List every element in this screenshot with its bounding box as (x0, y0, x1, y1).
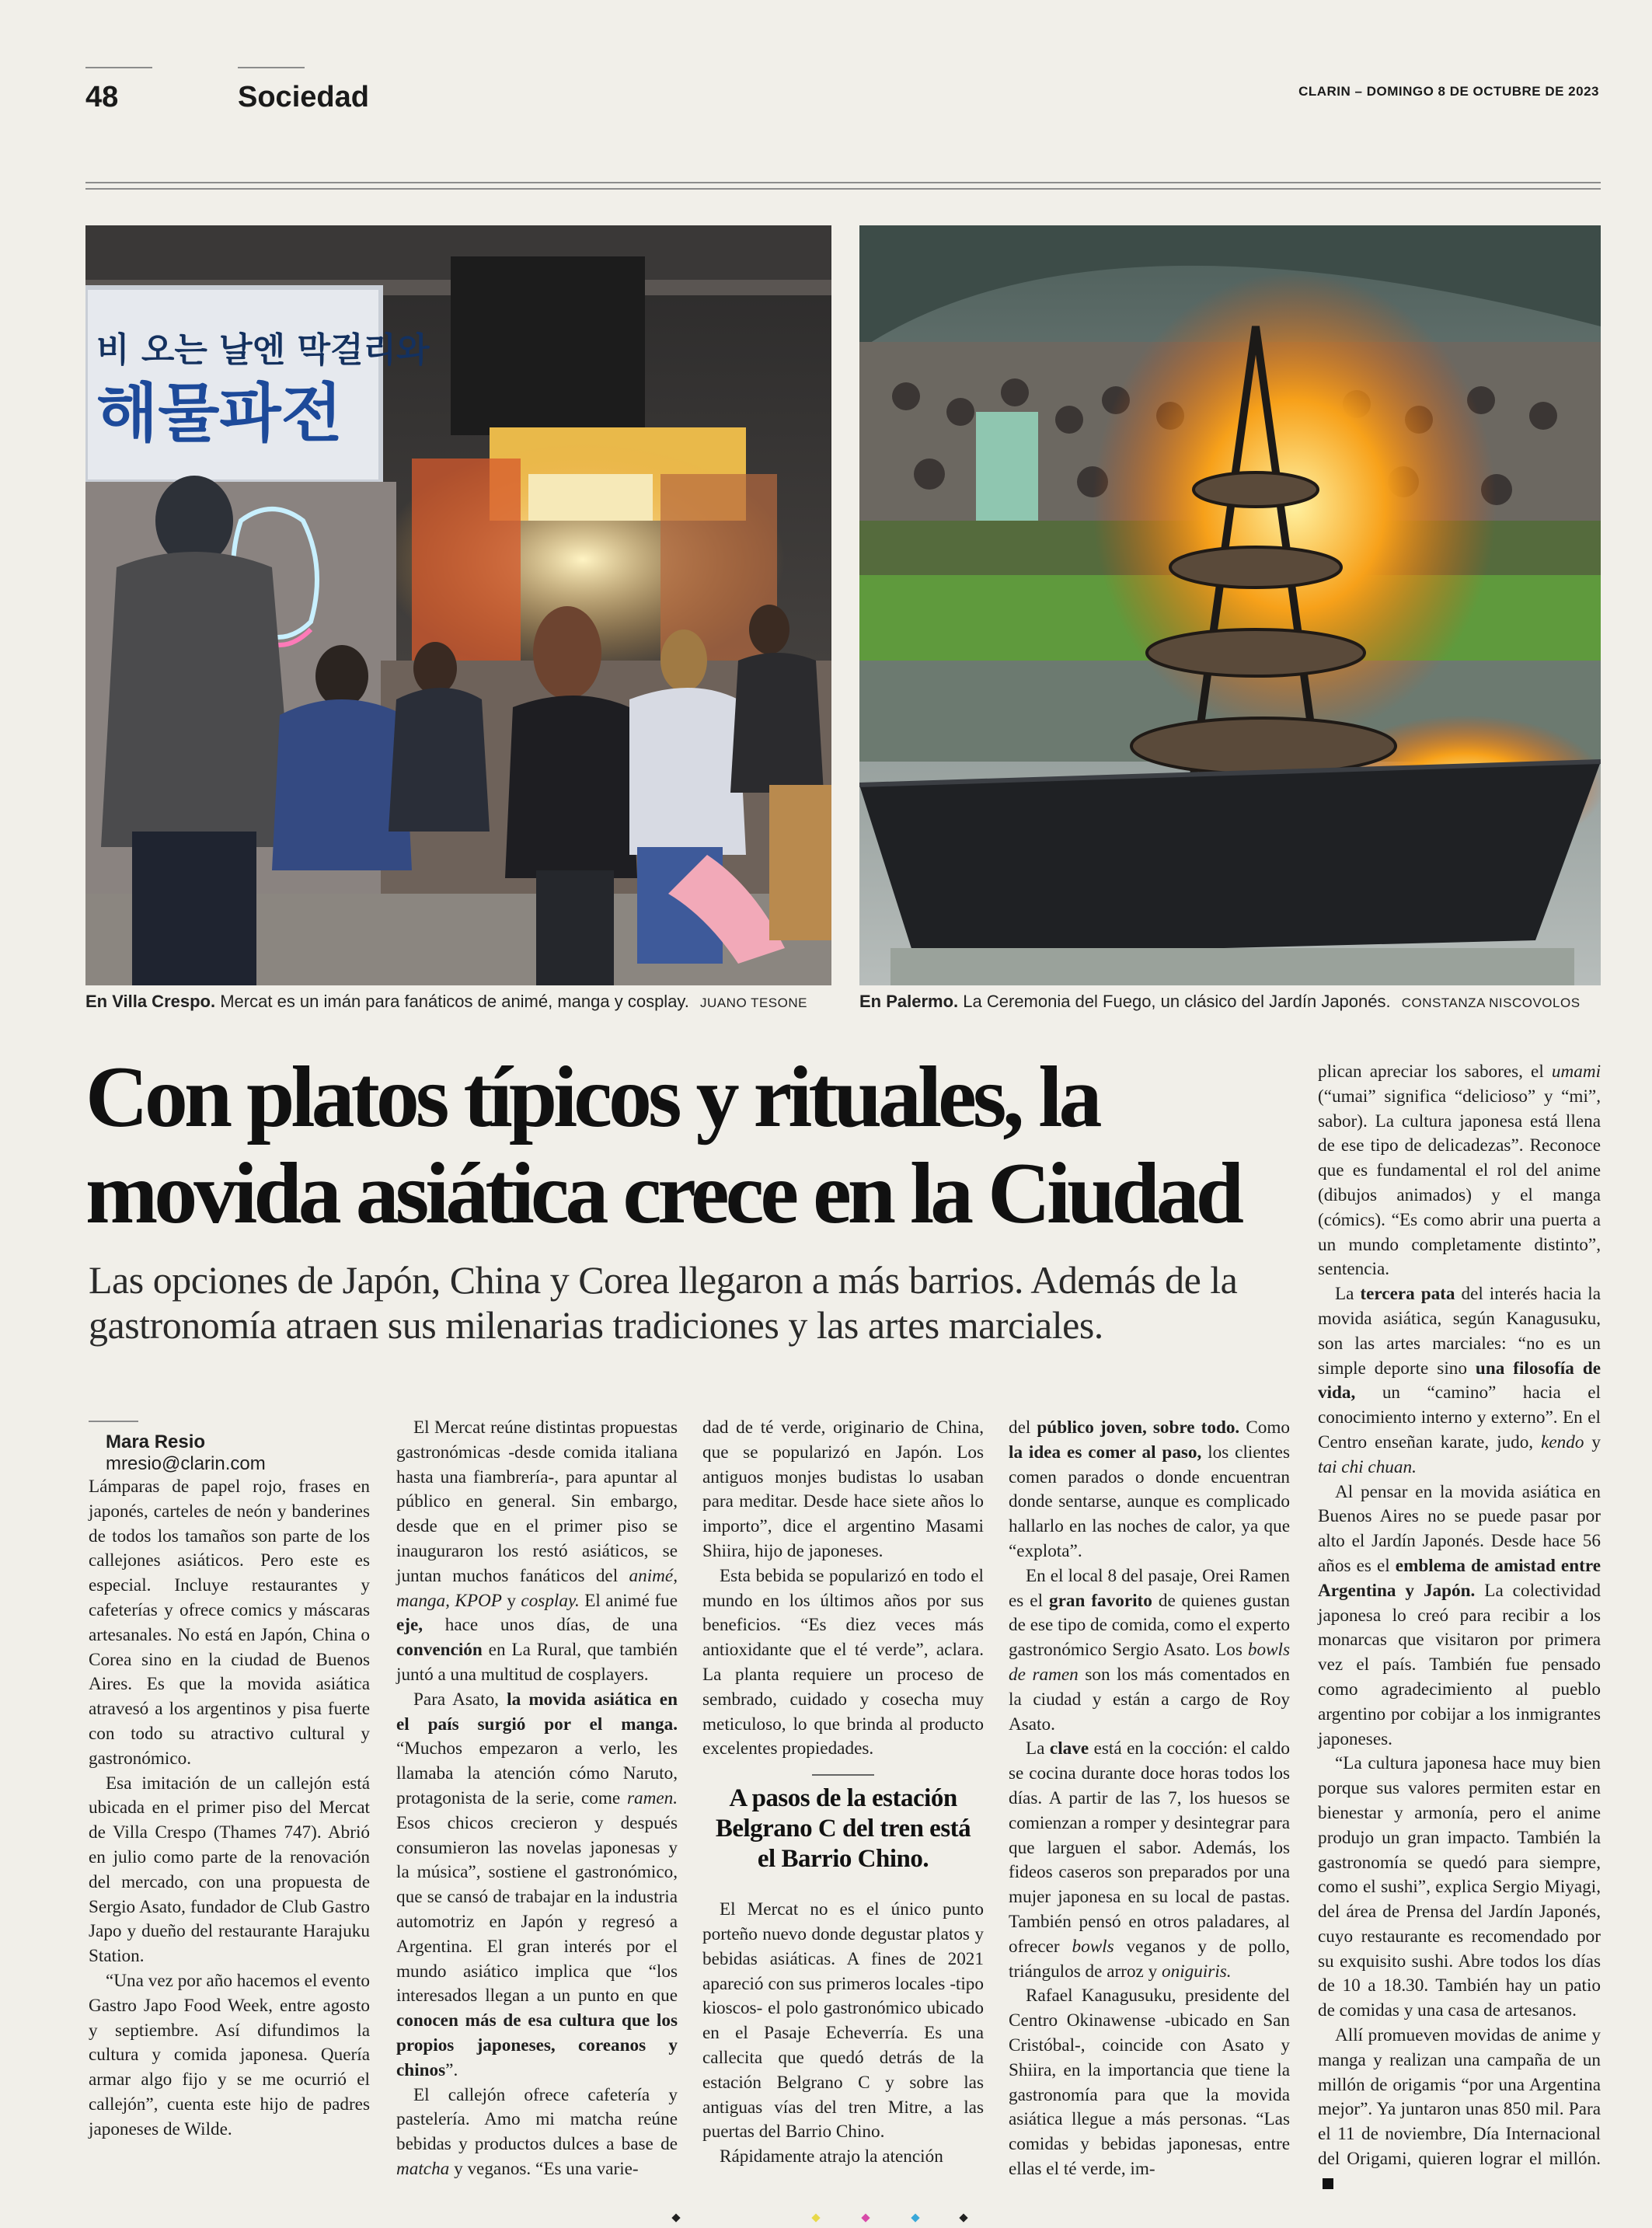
page-number: 48 (85, 81, 119, 113)
col3-paragraph-1: dad de té verde, originario de China, que se popularizó en Japón. Los antiguos monjes budistas lo usaban para meditar. Desde hace siete años lo importo”, dice el argentino Masami Shiira, hijo de japoneses. (702, 1417, 984, 1561)
subheadline: Las opciones de Japón, China y Corea llegaron a más barrios. Además de la gastronomía atraen sus milenarias tradiciones y las artes marciales. (89, 1258, 1238, 1347)
col3-paragraph-3: El Mercat no es el único punto porteño nuevo donde degustar platos y bebidas asiáticas. A fines de 2021 apareció con sus primeros locales -tipo kioscos- el polo gastronómico ubicado en el Pasaje Echeverría. Es una callecita que quedó detrás de la estación Belgrano C y sobre las antiguas vías del tren Mitre, a las puertas del Barrio Chino. (702, 1899, 984, 2143)
col2-paragraph-1: El Mercat reúne distintas propuestas gastronómicas -desde comida italiana hasta una fiambrería-, para apuntar al público en general. Sin embargo, desde que en el primer piso se inauguraron los restó asiáticos, se juntan muchos fanáticos del animé, manga, KPOP y cosplay. El animé fue eje, hace unos días, de una convención en La Rural, que también juntó a una multitud de cosplayers. (396, 1417, 678, 1685)
registration-mark-cyan-icon (911, 2213, 919, 2222)
registration-mark-icon (671, 2213, 680, 2222)
col4-paragraph-1: del público joven, sobre todo. Como la idea es comer al paso, los clientes comen parados o donde encuentran donde sentarse, aunque es complicado hallarlo en las noches de calor, ya que “explota”. (1009, 1417, 1291, 1561)
author-name: Mara Resio (106, 1431, 206, 1452)
pull-quote-rule (812, 1774, 874, 1776)
col1-paragraph-3: “Una vez por año hacemos el evento Gastro Japo Food Week, entre agosto y septiembre. Así difundimos la cultura y comida japonesa. Quería armar algo fijo y se me ocurrió el callejón”, cuenta este hijo de padres japoneses de Wilde. (89, 1970, 370, 2139)
col4-paragraph-4: Rafael Kanagusuku, presidente del Centro Okinawense -ubicado en San Cristóbal-, coincide con Asato y Shiira, en la importancia que tiene la gastronomía para que la movida asiática llegue a más personas. “Las comidas y bebidas japonesas, entre ellas el té verde, im- (1009, 1986, 1290, 2179)
caption-left (85, 992, 807, 1012)
col4-paragraph-3: La clave está en la cocción: el caldo se cocina durante doce horas todos los días. A partir de las 7, los huesos se comienzan a romper y desintegrar para que larguen el sabor. Además, los fideos caseros son preparados por una mujer japonesa en su local de pastas. También pensó en otros paladares, al ofrecer bowls veganos y de pollo, triángulos de arroz y oniguiris. (1009, 1738, 1290, 1982)
column-3 (702, 1416, 984, 2170)
end-of-article-icon (1323, 2178, 1333, 2189)
photo-villa-crespo (85, 225, 831, 985)
pull-quote: A pasos de la estación Belgrano C del tren está el Barrio Chino. (715, 1784, 971, 1874)
col5-paragraph-2: La tercera pata del interés hacia la movida asiática, según Kanagusuku, son las artes marciales: “no es un simple deporte sino una filosofía de vida, un “camino” hacia el conocimiento interno y externo”. En el Centro enseñan karate, judo, kendo y tai chi chuan. (1318, 1284, 1601, 1477)
caption-left-text: Mercat es un imán para fanáticos de animé, manga y cosplay. (220, 992, 689, 1011)
col3-paragraph-4: Rápidamente atrajo la atención (720, 2146, 943, 2167)
header-rule-1 (85, 182, 1601, 183)
caption-left-credit: JUANO TESONE (700, 995, 807, 1010)
sign-korean-line1: 비 오는 날엔 막걸리와 (96, 330, 430, 370)
col2-paragraph-3: El callejón ofrece cafetería y pastelería. Amo mi matcha reúne bebidas y productos dulces a base de matcha y veganos. “Es una varie- (396, 2084, 678, 2179)
registration-mark-magenta-icon (861, 2213, 870, 2222)
header-tick-left (85, 67, 152, 68)
section-name: Sociedad (238, 81, 369, 113)
column-1 (89, 1421, 370, 2143)
col5-paragraph-1: plican apreciar los sabores, el umami (“umai” significa “delicioso” y “mi”, sabor). La cultura japonesa está llena de ese tipo de delicadezas”. Reconoce que es fundamental el rol del anime (dibujos animados) y el manga (cómics). “Es como abrir una puerta a un mundo completamente distinto”, sentencia. (1318, 1062, 1601, 1280)
col1-paragraph-2: Esa imitación de un callejón está ubicada en el primer piso del Mercat de Villa Crespo (Thames 747). Abrió en julio como parte de la renovación del mercado, con una propuesta de Sergio Asato, fundador de Club Gastro Japo y dueño del restaurante Harajuku Station. (89, 1773, 370, 1967)
column-5 (1318, 1060, 1601, 2197)
header-rule-2 (85, 188, 1601, 190)
caption-right-text: La Ceremonia del Fuego, un clásico del Jardín Japonés. (963, 992, 1391, 1011)
registration-mark-black-icon (959, 2213, 967, 2222)
header-tick-section (238, 67, 305, 68)
caption-right-lead: En Palermo. (859, 992, 959, 1011)
col4-paragraph-2: En el local 8 del pasaje, Orei Ramen es el gran favorito de quienes gustan de ese tipo de comida, como el experto gastronómico Sergio Asato. Los bowls de ramen son los más comentados en la ciudad y están a cargo de Roy Asato. (1009, 1565, 1291, 1735)
headline-line-2: movida asiática crece en la Ciudad (85, 1145, 1241, 1242)
headline (85, 1049, 1321, 1242)
caption-left-lead: En Villa Crespo. (85, 992, 216, 1011)
column-4 (1009, 1416, 1290, 2182)
sign-korean-line2: 해물파전 (96, 377, 343, 451)
col5-paragraph-5: Allí promueven movidas de anime y manga y realizan una campaña de un millón de origamis “por una Argentina mejor”. Ya juntaron unas 850 mil. Para el 11 de noviembre, Día Internacional del Origami, quieren lograr el millón. (1318, 2024, 1601, 2197)
col5-paragraph-3: Al pensar en la movida asiática en Buenos Aires no se puede pasar por alto el Jardín Japonés. Desde hace 56 años es el emblema de amistad entre Argentina y Japón. La colectividad japonesa lo creó para recibir a los monarcas que visitaron por primera vez el país. También fue pensado como agradecimiento al pueblo argentino por cobijar a los inmigrantes japoneses. (1318, 1481, 1601, 1749)
registration-mark-yellow-icon (811, 2213, 820, 2222)
dateline: CLARIN – DOMINGO 8 DE OCTUBRE DE 2023 (1298, 84, 1599, 99)
caption-right-credit: CONSTANZA NISCOVOLOS (1401, 995, 1581, 1010)
col5-paragraph-4: “La cultura japonesa hace muy bien porque sus valores permiten estar en bienestar y armonía, pero el anime produjo un gran impacto. También la gastronomía se quedó para siempre, como el sushi”, explica Sergio Miyagi, del área de Prensa del Jardín Japonés, cuyo restaurante es recomendado por su exquisito sushi. Abre todos los días de 10 a 18.30. También hay un patio de comidas y una casa de artesanos. (1318, 1753, 1601, 2021)
headline-line-1: Con platos típicos y rituales, la (85, 1049, 1099, 1145)
caption-right (859, 992, 1581, 1012)
photo-palermo (859, 225, 1601, 985)
author-email: mresio@clarin.com (106, 1453, 266, 1474)
column-2 (396, 1416, 678, 2182)
col1-paragraph-1: Lámparas de papel rojo, frases en japonés, carteles de neón y banderines de todos los tamaños son parte de los callejones asiáticos. Pero este es especial. Incluye restaurantes y cafeterías y ofrece comics y máscaras artesanales. No está en Japón, China o Corea sino en la ciudad de Buenos Aires. Es que la movida asiática atravesó a los argentinos y pisa fuerte con todo su atractivo cultural y gastronómico. (89, 1477, 370, 1769)
col3-paragraph-2: Esta bebida se popularizó en todo el mundo en los últimos años por sus beneficios. “Es diez veces más antioxidante que el té verde”, aclara. La planta requiere un proceso de sembrado, cuidado y cosecha muy meticuloso, lo que brinda al producto excelentes propiedades. (702, 1565, 984, 1759)
col2-paragraph-2: Para Asato, la movida asiática en el país surgió por el manga. “Muchos empezaron a verlo, les llamaba la atención cómo Naruto, protagonista de la serie, come ramen. Esos chicos crecieron y después consumieron las novelas japonesas y la música”, sostiene el gastronómico, que se cansó de trabajar en la industria automotriz en Japón y regresó a Argentina. El gran interés por el mundo asiático implica que “los interesados llegan a un punto en que conocen más de esa cultura que los propios japoneses, coreanos y chinos”. (396, 1689, 678, 2080)
byline-rule (89, 1421, 138, 1422)
